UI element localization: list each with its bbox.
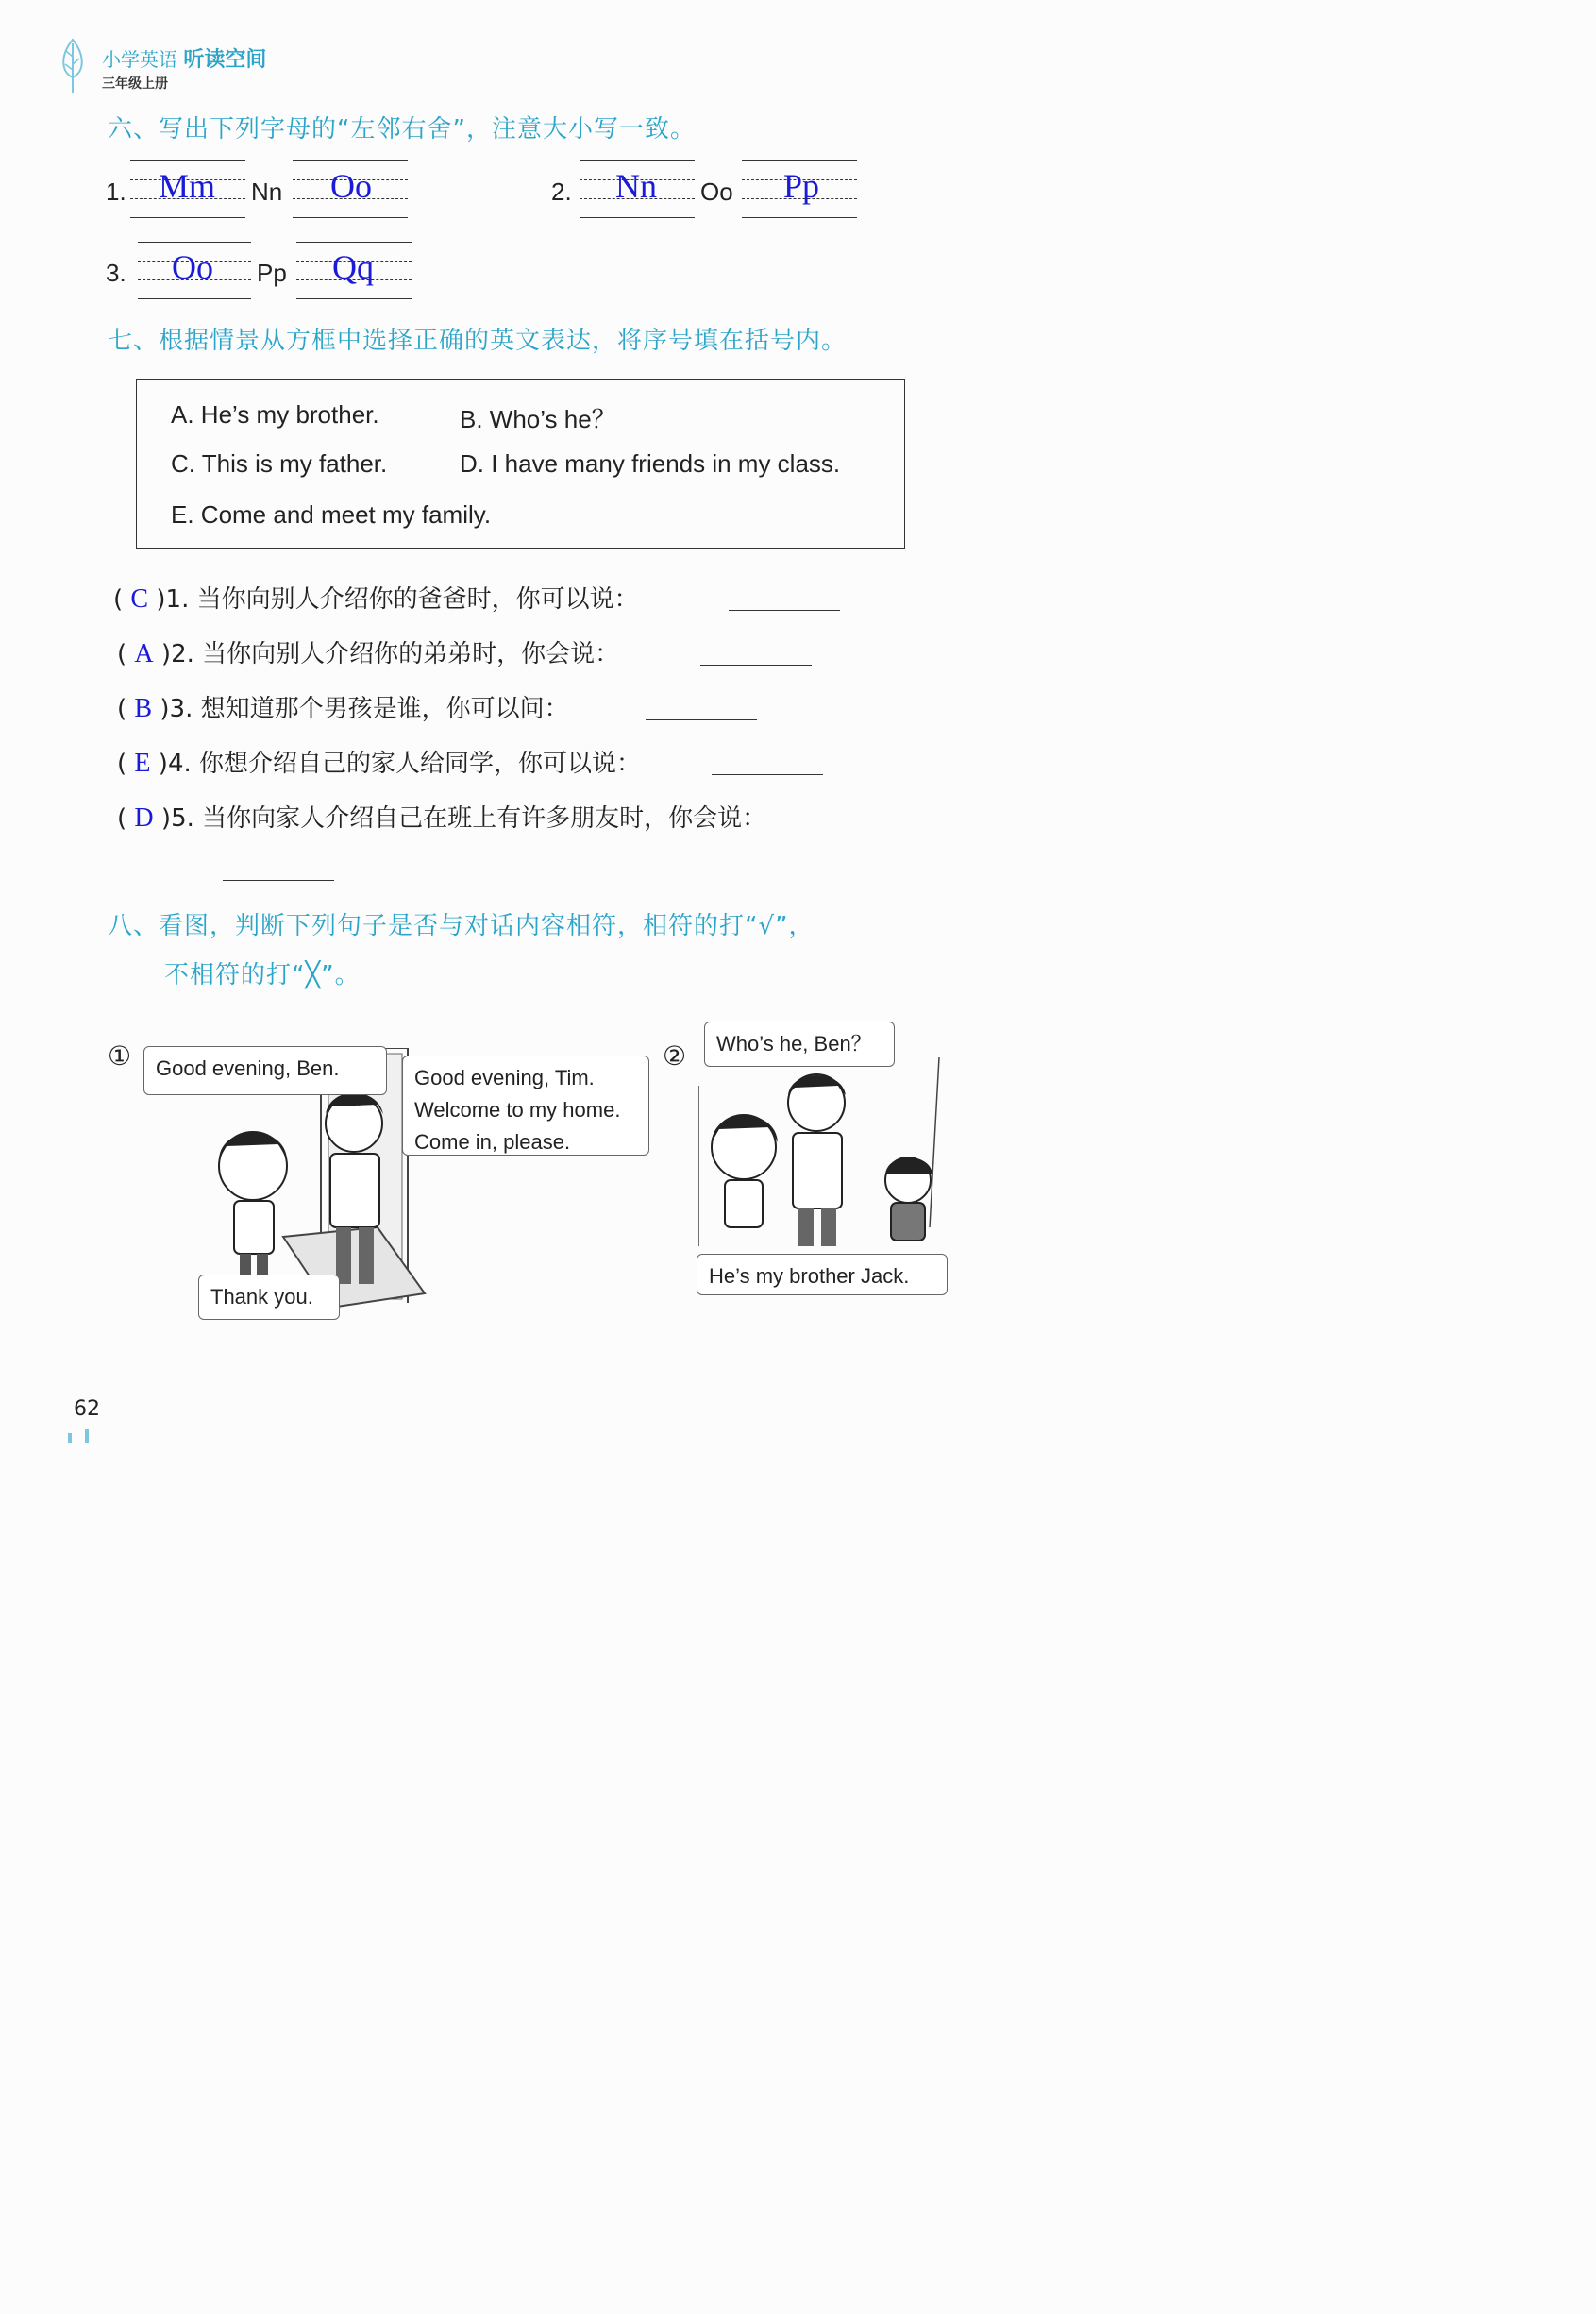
s6-item2-num: 2. xyxy=(551,177,572,206)
s6-item3-num: 3. xyxy=(106,259,126,287)
option-c: C. This is my father. xyxy=(171,449,388,478)
p2-bubble-question: Who’s he, Ben？ xyxy=(704,1022,895,1067)
s6-item1-given: Nn xyxy=(251,177,283,206)
page-number: 62 xyxy=(74,1397,100,1421)
s7-q2-answer: A xyxy=(134,639,154,668)
picture1-marker: ① xyxy=(108,1040,132,1072)
s7-q3-text: 3. 想知道那个男孩是谁，你可以问： xyxy=(169,695,569,723)
s6-item3-right-answer: Qq xyxy=(332,248,374,286)
p1-bubble-thanks: Thank you. xyxy=(198,1275,340,1320)
option-a: A. He’s my brother. xyxy=(171,400,379,429)
s7-q2-blank xyxy=(700,665,812,666)
s7-q1-answer: C xyxy=(130,584,149,614)
book-name: 听读空间 xyxy=(183,48,267,72)
s6-item1-num: 1. xyxy=(106,177,126,206)
p1-bubble-boy: Good evening, Ben. xyxy=(143,1046,387,1095)
s7-q5: ( D )5. 当你向家人介绍自己在班上有许多朋友时，你会说： xyxy=(117,803,767,833)
s7-q4-text: 4. 你想介绍自己的家人给同学，你可以说： xyxy=(167,750,642,778)
option-b: B. Who’s he？ xyxy=(460,405,616,433)
footer-tick-2 xyxy=(85,1429,89,1443)
option-d: D. I have many friends in my class. xyxy=(460,449,841,478)
s7-q3: ( B )3. 想知道那个男孩是谁，你可以问： xyxy=(117,694,569,723)
p1-bubble-man-line3: Come in, please. xyxy=(414,1130,571,1154)
workbook-page xyxy=(0,0,1019,1480)
tree-icon xyxy=(57,36,89,94)
s7-q1-blank xyxy=(729,610,840,611)
book-series: 小学英语 xyxy=(102,48,177,71)
s6-item3-left-answer: Oo xyxy=(172,248,213,286)
s7-q2-text: 2. 当你向别人介绍你的弟弟时，你会说： xyxy=(171,640,620,668)
s7-q4-answer: E xyxy=(134,749,151,778)
p2-bubble-answer: He’s my brother Jack. xyxy=(697,1254,948,1295)
options-box xyxy=(136,379,905,549)
s7-q5-text: 5. 当你向家人介绍自己在班上有许多朋友时，你会说： xyxy=(171,804,767,833)
option-e: E. Come and meet my family. xyxy=(171,500,492,529)
section7-heading: 七、根据情景从方框中选择正确的英文表达，将序号填在括号内。 xyxy=(108,327,848,355)
p1-bubble-man-line2: Welcome to my home. xyxy=(414,1098,621,1122)
book-title xyxy=(102,43,266,73)
section8-heading-line2: 不相符的打“╳”。 xyxy=(164,961,361,989)
p1-bubble-man-line1: Good evening, Tim. xyxy=(414,1066,595,1089)
s7-q3-blank xyxy=(646,719,757,720)
s6-item2-given: Oo xyxy=(700,177,733,206)
s7-q2: ( A )2. 当你向别人介绍你的弟弟时，你会说： xyxy=(117,639,620,668)
book-grade: 三年级上册 xyxy=(102,76,168,92)
picture2-marker: ② xyxy=(663,1040,687,1072)
s7-q3-answer: B xyxy=(134,694,153,723)
s6-item2-right-answer: Pp xyxy=(783,167,820,205)
s7-q4-blank xyxy=(712,774,823,775)
footer-tick-1 xyxy=(68,1433,72,1443)
s7-q1: ( C )1. 当你向别人介绍你的爸爸时，你可以说： xyxy=(113,584,639,614)
s6-item2-left-answer: Nn xyxy=(615,167,657,205)
s7-q5-answer: D xyxy=(134,803,154,833)
section6-heading: 六、写出下列字母的“左邻右舍”，注意大小写一致。 xyxy=(108,115,696,144)
s7-q1-text: 1. 当你向别人介绍你的爸爸时，你可以说： xyxy=(165,585,639,614)
s6-item3-given: Pp xyxy=(257,259,287,287)
section8-heading-line1: 八、看图，判断下列句子是否与对话内容相符，相符的打“√”， xyxy=(108,912,815,940)
p1-bubble-man xyxy=(402,1056,649,1156)
picture2-illustration xyxy=(698,1057,944,1275)
s6-item1-right-answer: Oo xyxy=(330,167,372,205)
s6-item1-left-answer: Mm xyxy=(159,167,216,205)
s7-q4: ( E )4. 你想介绍自己的家人给同学，你可以说： xyxy=(117,749,642,778)
s7-q5-blank xyxy=(223,880,334,881)
